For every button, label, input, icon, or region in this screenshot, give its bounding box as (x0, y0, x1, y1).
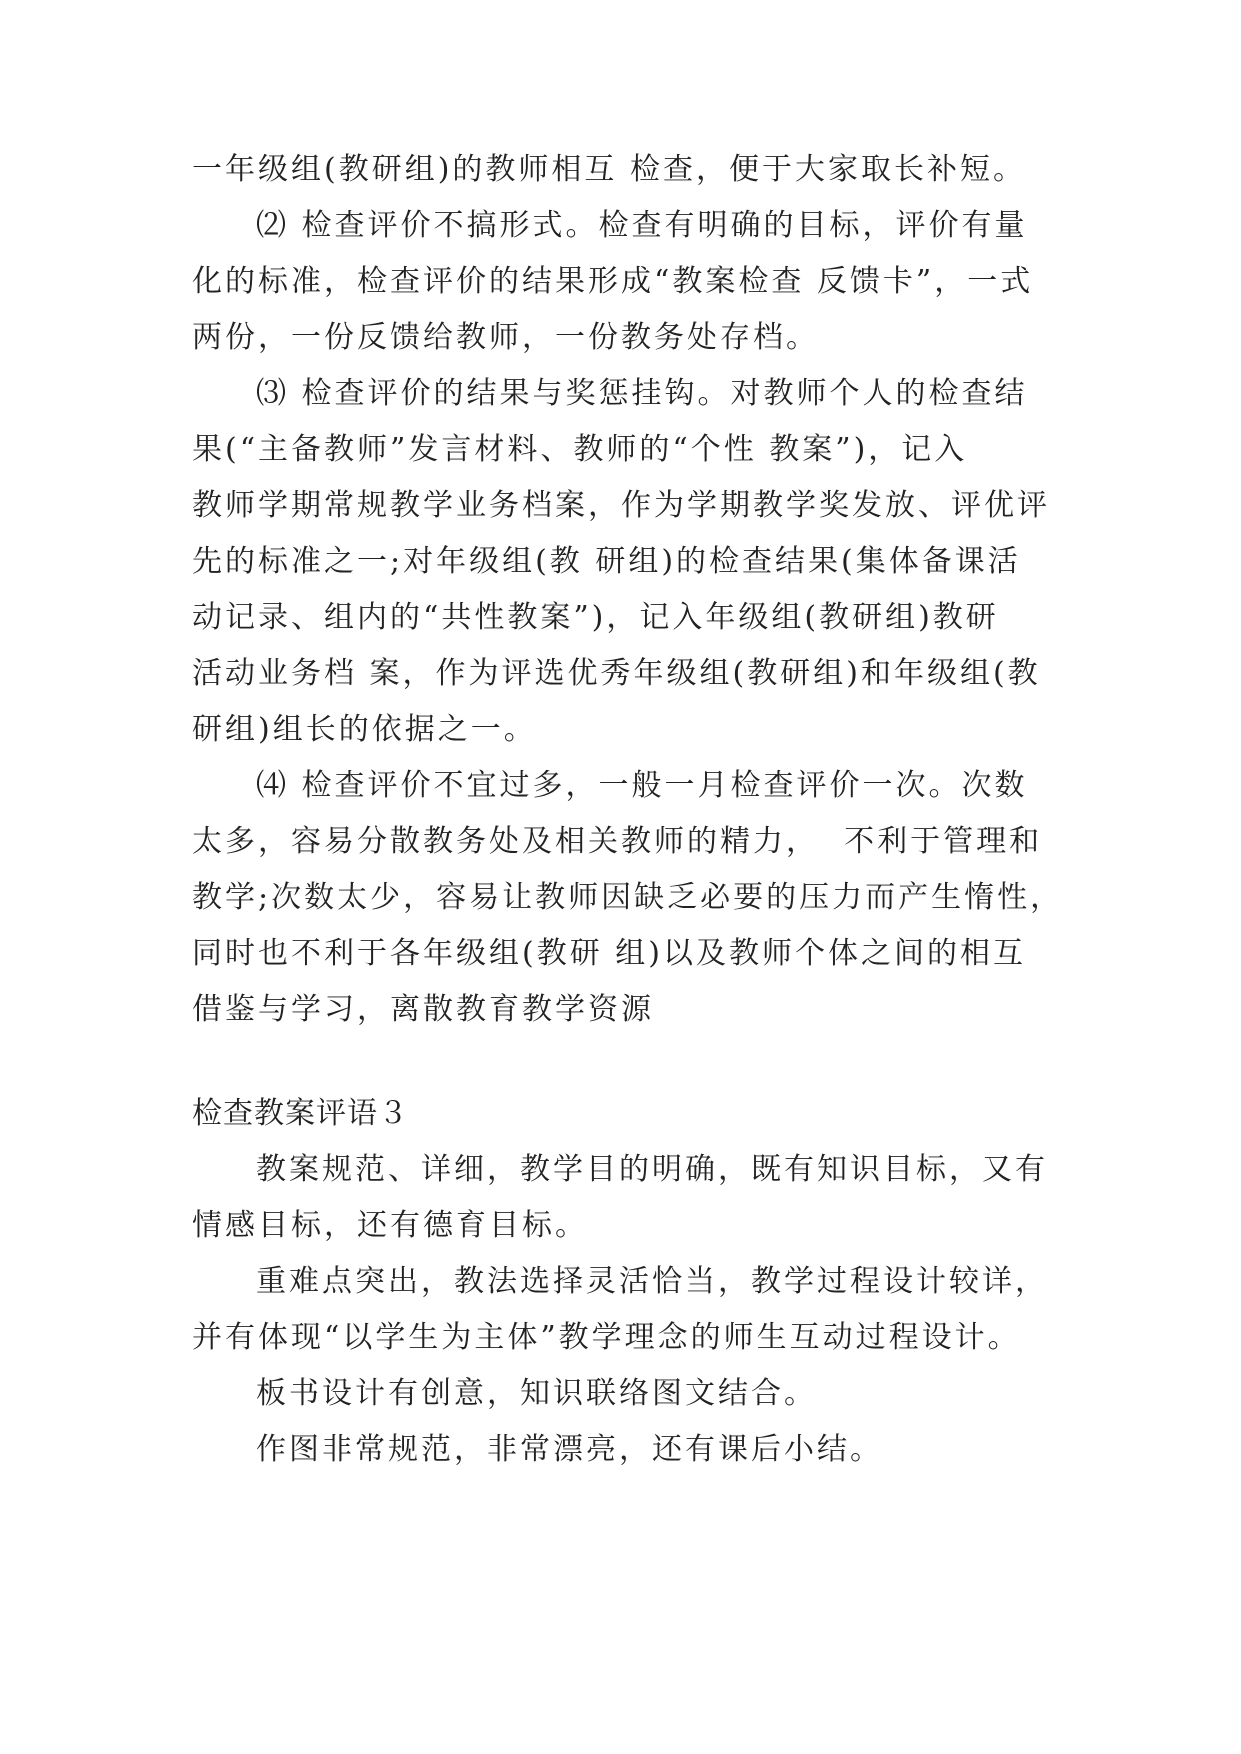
section-line: 重难点突出，教法选择灵活恰当，教学过程设计较详， (256, 1264, 1048, 1299)
paragraph-line: 研组)组长的依据之一。 (192, 712, 537, 747)
paragraph-line: 果(“主备教师”发言材料、教师的“个性 教案”)，记入 (192, 432, 968, 467)
paragraph-line: ⑶ 检查评价的结果与奖惩挂钩。对教师个人的检查结 (256, 376, 1028, 411)
paragraph-line: 活动业务档 案，作为评选优秀年级组(教研组)和年级组(教 (192, 656, 1041, 691)
section-line: 教案规范、详细，教学目的明确，既有知识目标，又有 (256, 1152, 1048, 1187)
paragraph-line: 同时也不利于各年级组(教研 组)以及教师个体之间的相互 (192, 936, 1026, 971)
paragraph-line: ⑷ 检查评价不宜过多，一般一月检查评价一次。次数 (256, 768, 1028, 803)
section-line: 板书设计有创意，知识联络图文结合。 (256, 1376, 817, 1411)
paragraph-line: 教学;次数太少，容易让教师因缺乏必要的压力而产生惰性， (192, 880, 1064, 915)
paragraph-line: 教师学期常规教学业务档案，作为学期教学奖发放、评优评 (192, 488, 1050, 523)
section-title: 检查教案评语３ (192, 1096, 409, 1131)
paragraph-line: 两份，一份反馈给教师，一份教务处存档。 (192, 320, 819, 355)
section-line: 并有体现“以学生为主体”教学理念的师生互动过程设计。 (192, 1320, 1021, 1355)
paragraph-line: 先的标准之一;对年级组(教 研组)的检查结果(集体备课活 (192, 544, 1021, 579)
paragraph-line: ⑵ 检查评价不搞形式。检查有明确的目标，评价有量 (256, 208, 1028, 243)
section-line: 情感目标，还有德育目标。 (192, 1208, 588, 1243)
paragraph-line: 动记录、组内的“共性教案”)，记入年级组(教研组)教研 (192, 600, 999, 635)
paragraph-line: 借鉴与学习，离散教育教学资源 (192, 992, 654, 1027)
section-line: 作图非常规范，非常漂亮，还有课后小结。 (256, 1432, 883, 1467)
paragraph-line: 太多，容易分散教务处及相关教师的精力， 不利于管理和 (192, 824, 1043, 859)
paragraph-line: 一年级组(教研组)的教师相互 检查，便于大家取长补短。 (192, 152, 1026, 187)
paragraph-line: 化的标准，检查评价的结果形成“教案检查 反馈卡”，一式 (192, 264, 1034, 299)
